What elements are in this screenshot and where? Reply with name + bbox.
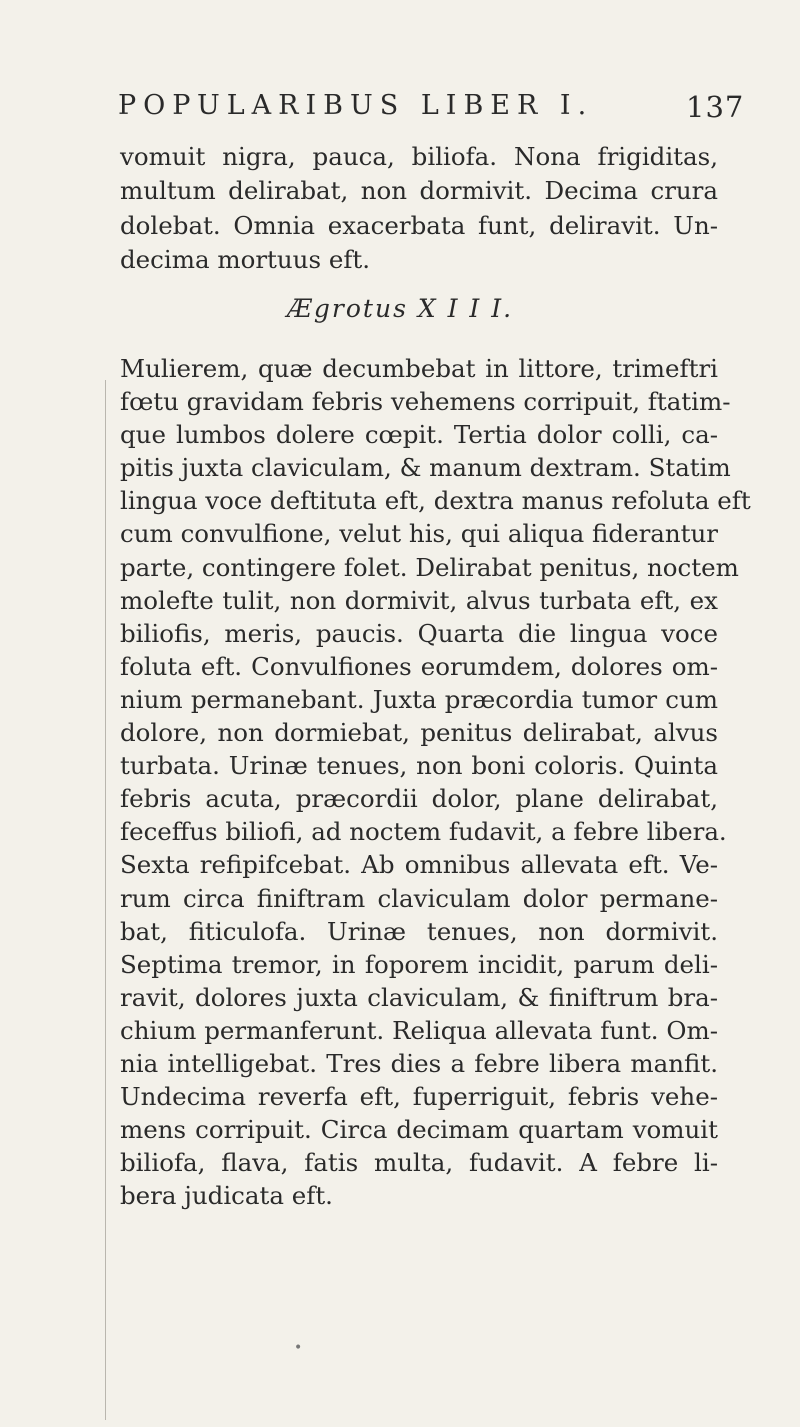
- text-line: dolore, non dormiebat, penitus delirabat, alvus: [120, 718, 718, 748]
- text-line: pitis juxta claviculam, & manum dextram. Statim: [120, 453, 731, 483]
- text-line: Septima tremor, in foporem incidit, parum deli-: [120, 949, 718, 979]
- page-number: 137: [686, 90, 745, 124]
- text-line: dolebat. Omnia exacerbata funt, deliravit. Un-: [120, 210, 718, 240]
- text-line: feceffus biliofi, ad noctem fudavit, a febre libera.: [120, 817, 727, 847]
- text-line: Mulierem, quæ decumbebat in littore, trimeftri: [120, 354, 718, 383]
- text-line: multum delirabat, non dormivit. Decima crura: [120, 176, 718, 206]
- running-head: [118, 90, 745, 124]
- text-line: que lumbos dolere cœpit. Tertia dolor colli, ca-: [120, 420, 718, 450]
- text-line: parte, contingere folet. Delirabat penitus, noctem: [120, 552, 739, 582]
- text-line: Sexta refipifcebat. Ab omnibus allevata eft. Ve-: [120, 850, 718, 880]
- text-line: febris acuta, præcordii dolor, plane delirabat,: [120, 784, 718, 814]
- paragraph-continued: [120, 140, 718, 278]
- text-line: biliofa, flava, fatis multa, fudavit. A febre li-: [120, 1148, 718, 1178]
- text-line: chium permanferunt. Reliqua allevata funt. Om-: [120, 1015, 718, 1045]
- text-line: nia intelligebat. Tres dies a febre libera manfit.: [120, 1048, 718, 1078]
- text-line: molefte tulit, non dormivit, alvus turbata eft, ex: [120, 585, 718, 615]
- text-line: cum convulfione, velut his, qui aliqua fiderantur: [120, 519, 718, 549]
- text-line: mens corripuit. Circa decimam quartam vomuit: [120, 1115, 718, 1145]
- text-line: biliofis, meris, paucis. Quarta die lingua voce: [120, 618, 718, 648]
- text-line: bat, fiticulofa. Urinæ tenues, non dormivit.: [120, 916, 718, 946]
- margin-rule: [105, 380, 106, 1420]
- text-line: rum circa finiftram claviculam dolor permane-: [120, 883, 718, 913]
- text-line: nium permanebant. Juxta præcordia tumor cum: [120, 684, 718, 714]
- section-heading: Ægrotus X I I I.: [286, 294, 514, 323]
- text-line: decima mortuus eft.: [120, 245, 371, 275]
- text-line: lingua voce deftituta eft, dextra manus refoluta eft: [120, 486, 751, 516]
- text-line: Undecima reverfa eft, fuperriguit, febris vehe-: [120, 1082, 718, 1112]
- text-line: vomuit nigra, pauca, biliofa. Nona frigiditas,: [120, 142, 718, 171]
- text-line: fœtu gravidam febris vehemens corripuit, ftatim-: [120, 387, 731, 417]
- running-title: POPULARIBUS LIBER I.: [118, 90, 594, 121]
- text-line: foluta eft. Convulfiones eorumdem, dolores om-: [120, 651, 718, 681]
- text-line: turbata. Urinæ tenues, non boni coloris. Quinta: [120, 751, 718, 781]
- text-line: bera judicata eft.: [120, 1181, 333, 1211]
- text-line: ravit, dolores juxta claviculam, & finiftrum bra-: [120, 982, 718, 1012]
- paragraph-case-13: [120, 352, 751, 1212]
- ink-speck-decoration: •: [294, 1340, 303, 1356]
